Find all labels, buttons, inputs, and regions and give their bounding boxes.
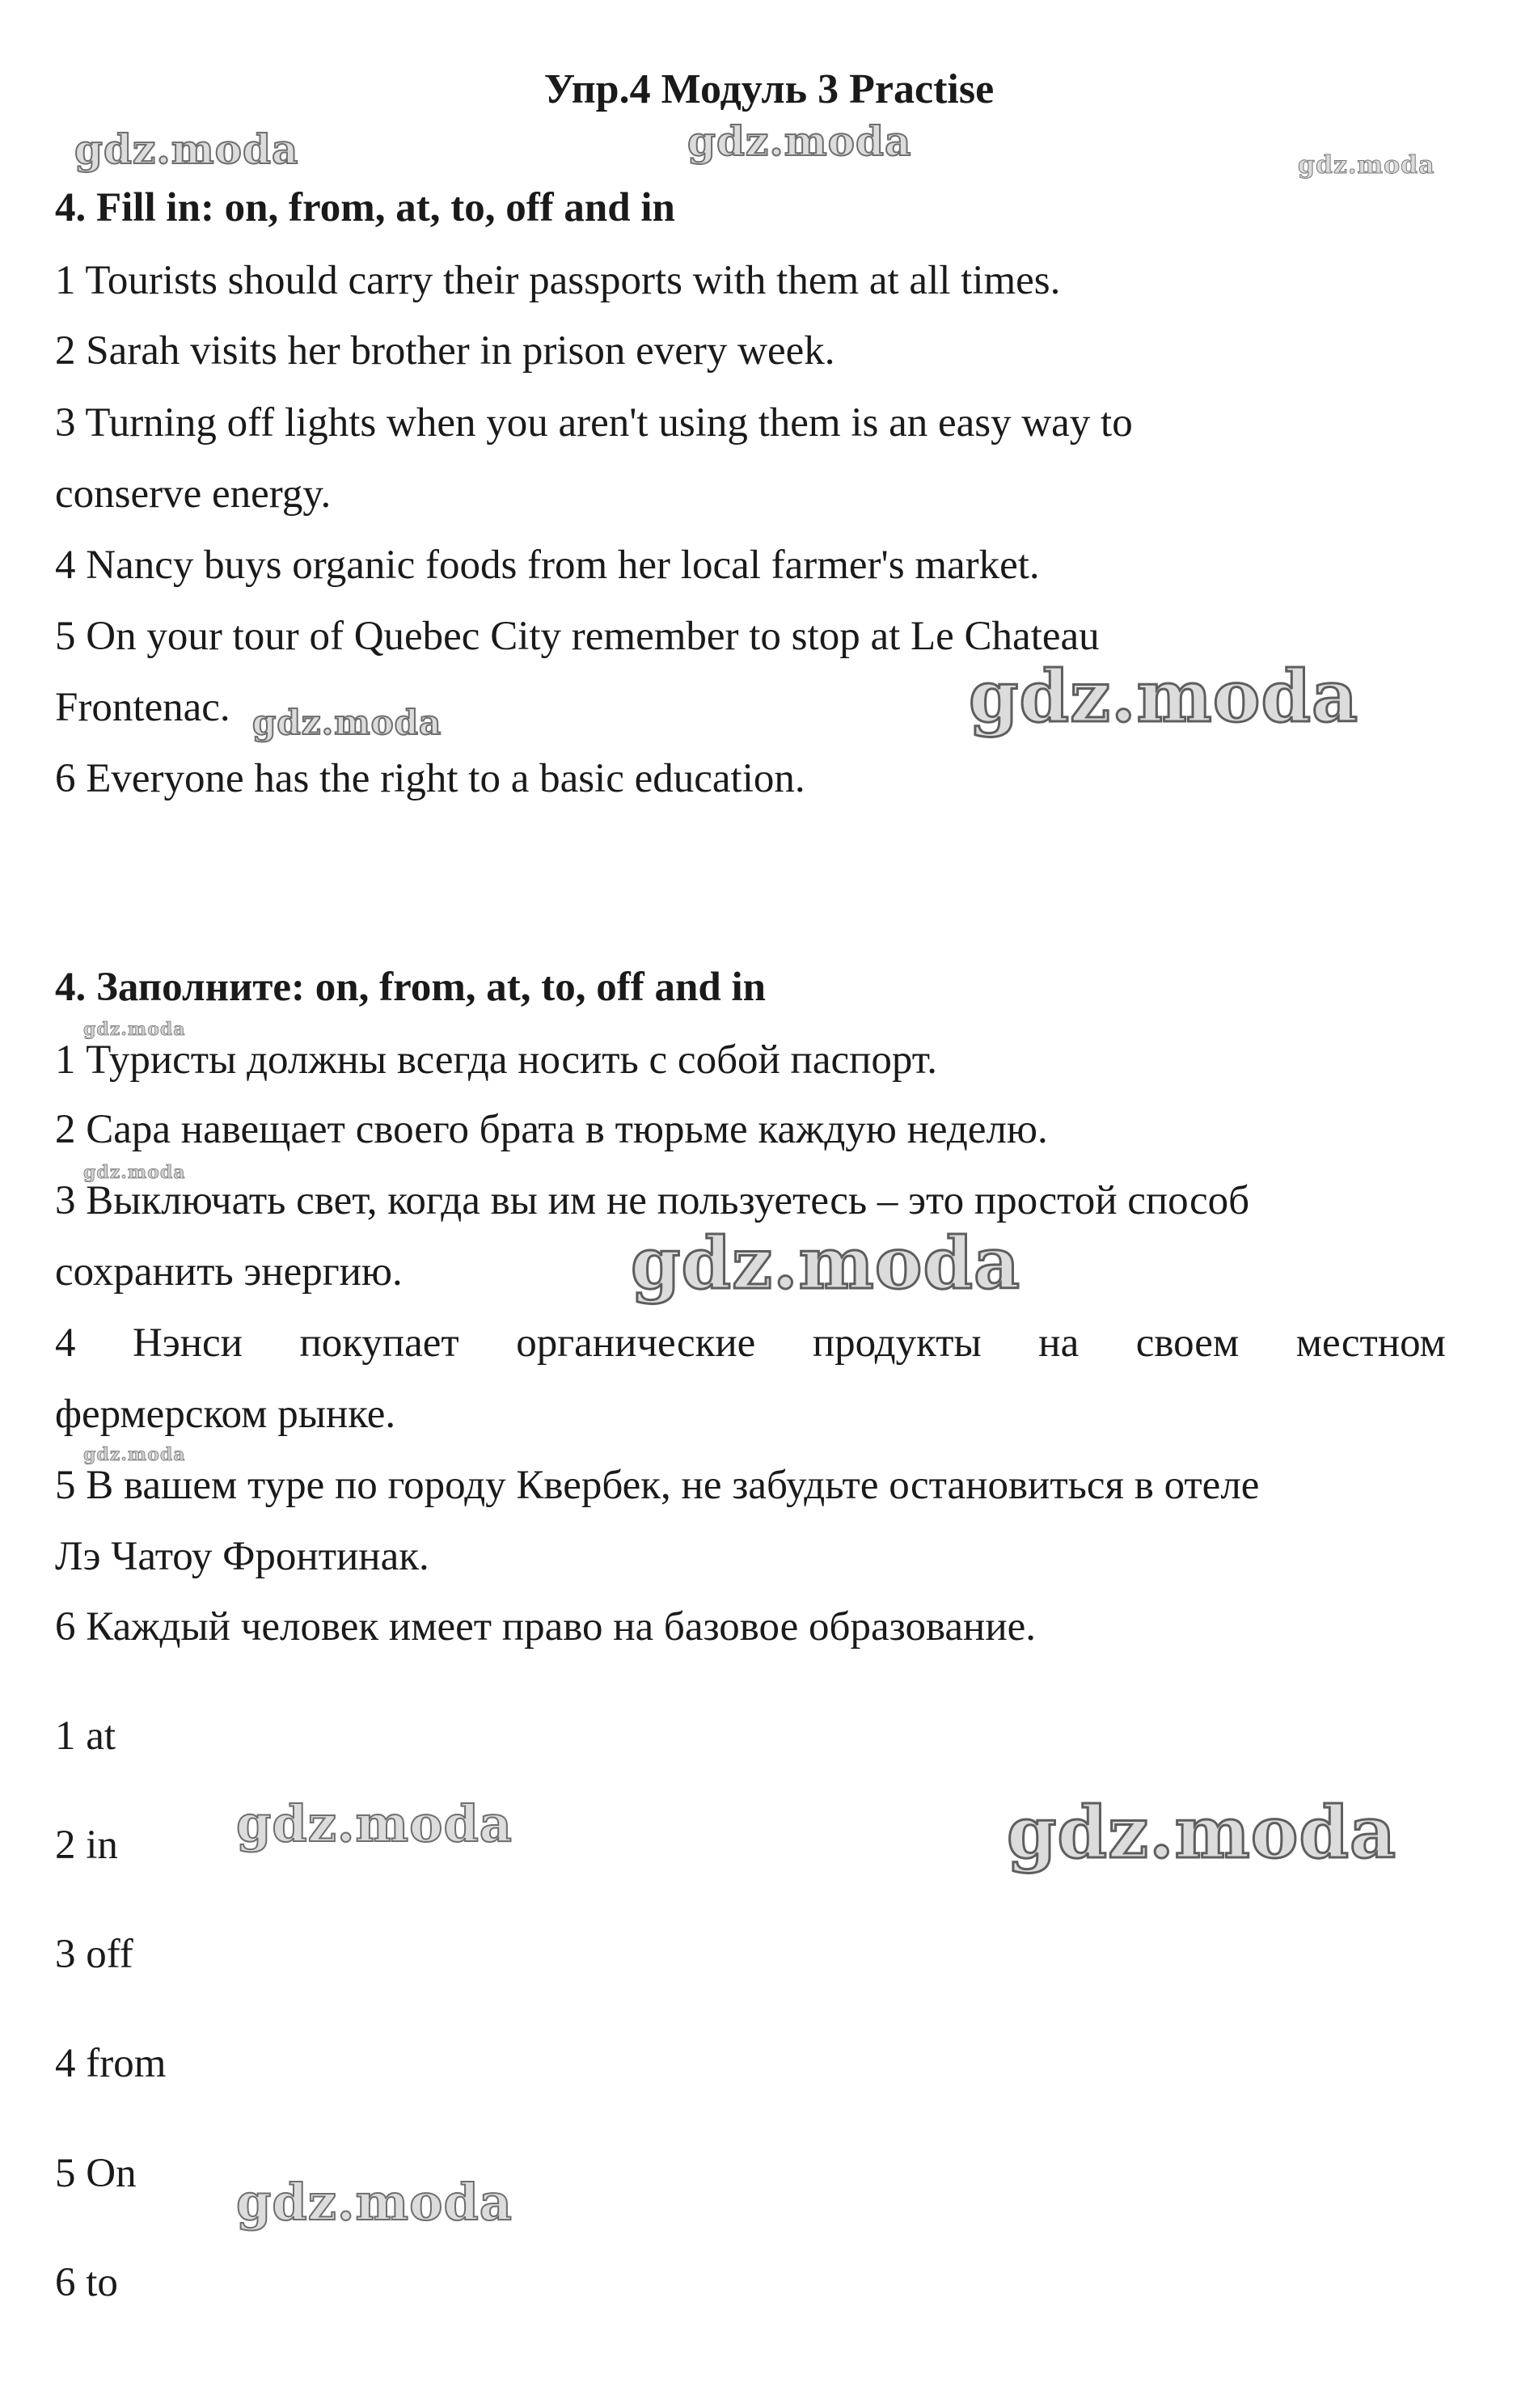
word: Нэнси <box>133 1320 243 1366</box>
watermark: gdz.moda <box>74 125 299 173</box>
russian-line-5-cont: Лэ Чатоу Фронтинак. <box>55 1534 429 1579</box>
english-line-5: 5 On your tour of Quebec City remember to stop at Le Chateau <box>55 614 1100 659</box>
english-line-6: 6 Everyone has the right to a basic education. <box>55 756 805 801</box>
answer-2: 2 in <box>55 1823 118 1868</box>
russian-line-6: 6 Каждый человек имеет право на базовое образование. <box>55 1604 1036 1650</box>
word: продукты <box>812 1320 982 1366</box>
russian-line-4 <box>55 1320 1446 1366</box>
watermark: gdz.moda <box>83 1162 186 1183</box>
word: местном <box>1295 1320 1446 1366</box>
word: на <box>1038 1320 1080 1366</box>
english-line-2: 2 Sarah visits her brother in prison every week. <box>55 328 835 374</box>
russian-line-2: 2 Сара навещает своего брата в тюрьме каждую неделю. <box>55 1107 1048 1152</box>
watermark: gdz.moda <box>236 1794 513 1853</box>
watermark: gdz.moda <box>1298 151 1435 180</box>
word: органические <box>516 1320 756 1366</box>
russian-line-3: 3 Выключать свет, когда вы им не пользуетесь – это простой способ <box>55 1178 1250 1223</box>
english-line-5-cont: Frontenac. <box>55 685 230 730</box>
russian-line-4-cont: фермерском рынке. <box>55 1392 396 1437</box>
watermark: gdz.moda <box>969 654 1359 738</box>
russian-line-5: 5 В вашем туре по городу Квербек, не забудьте остановиться в отеле <box>55 1463 1260 1508</box>
answer-4: 4 from <box>55 2041 167 2086</box>
english-line-4: 4 Nancy buys organic foods from her local farmer's market. <box>55 543 1040 588</box>
word: 4 <box>55 1320 76 1366</box>
watermark: gdz.moda <box>83 1019 186 1040</box>
russian-line-1: 1 Туристы должны всегда носить с собой паспорт. <box>55 1037 937 1083</box>
watermark: gdz.moda <box>631 1221 1021 1305</box>
english-heading: 4. Fill in: on, from, at, to, off and in <box>55 185 675 230</box>
watermark: gdz.moda <box>252 703 442 742</box>
watermark: gdz.moda <box>83 1444 186 1465</box>
russian-line-3-cont: сохранить энергию. <box>55 1249 403 1295</box>
answer-1: 1 at <box>55 1713 116 1759</box>
word: своем <box>1135 1320 1240 1366</box>
watermark: gdz.moda <box>1007 1790 1397 1874</box>
page-title: Упр.4 Модуль 3 Practise <box>543 66 995 112</box>
watermark: gdz.moda <box>687 117 912 165</box>
answer-6: 6 to <box>55 2260 118 2305</box>
english-line-3: 3 Turning off lights when you aren't using them is an easy way to <box>55 400 1133 446</box>
answer-5: 5 On <box>55 2151 137 2196</box>
word: покупает <box>299 1320 459 1366</box>
watermark: gdz.moda <box>236 2173 513 2232</box>
russian-heading: 4. Заполните: on, from, at, to, off and in <box>55 965 767 1010</box>
english-line-1: 1 Tourists should carry their passports with them at all times. <box>55 258 1061 303</box>
answer-3: 3 off <box>55 1932 133 1977</box>
english-line-3-cont: conserve energy. <box>55 471 332 517</box>
